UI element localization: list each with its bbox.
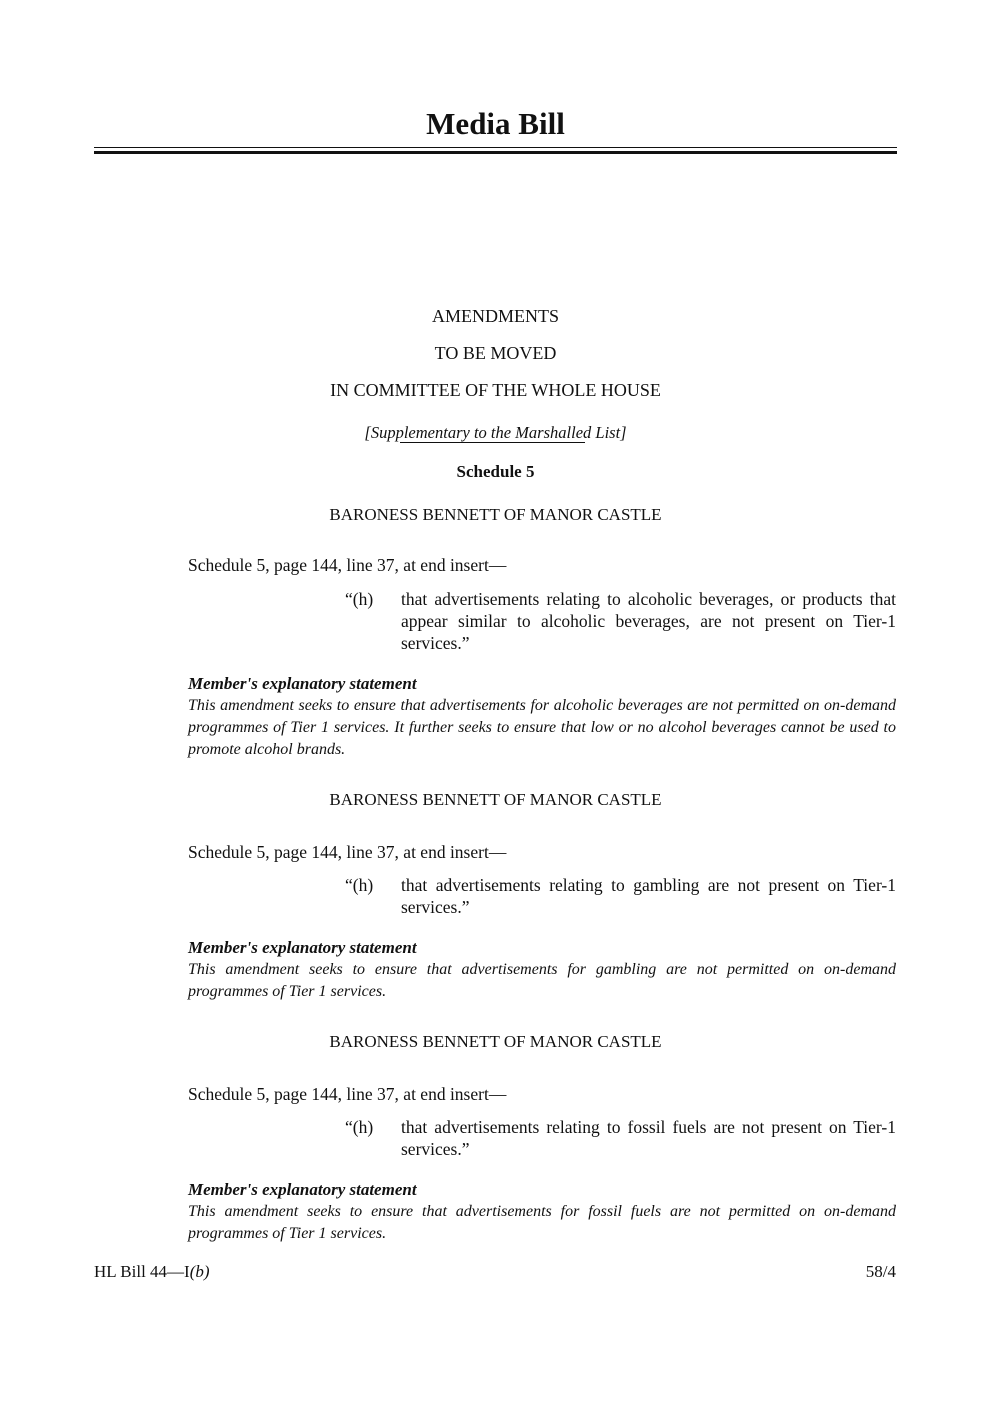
insert-body: that advertisements relating to gambling are not present on Tier-1 services.”	[401, 875, 896, 917]
title-rule-thin	[94, 147, 897, 148]
explanatory-statement	[188, 937, 896, 1003]
amendment-location: Schedule 5, page 144, line 37, at end insert—	[188, 555, 507, 575]
statement-body: This amendment seeks to ensure that advertisements for gambling are not permitted on on-demand programmes of Tier 1 services.	[188, 961, 896, 1000]
page-title: Media Bill	[426, 106, 565, 141]
statement-heading: Member's explanatory statement	[188, 938, 417, 957]
heading-amendments: AMENDMENTS	[431, 306, 559, 326]
explanatory-statement	[188, 673, 896, 761]
heading-to-be-moved: TO BE MOVED	[434, 343, 557, 363]
insert-number: “(h)	[345, 1117, 374, 1137]
supplementary-note: [Supplementary to the Marshalled List]	[364, 423, 627, 442]
amendment-location: Schedule 5, page 144, line 37, at end insert—	[188, 842, 507, 862]
bill-ref: HL Bill 44—I	[94, 1262, 190, 1281]
member-name: BARONESS BENNETT OF MANOR CASTLE	[329, 505, 662, 524]
page-reference: 58/4	[865, 1262, 896, 1281]
inserted-text	[345, 588, 896, 654]
statement-body: This amendment seeks to ensure that advertisements for alcoholic beverages are not permitted on on-demand programmes of Tier 1 services. It further seeks to ensure that low or no alcohol beverages cannot be used to promote alcohol brands.	[188, 697, 896, 758]
statement-heading: Member's explanatory statement	[188, 674, 417, 693]
amendment-location: Schedule 5, page 144, line 37, at end insert—	[188, 1084, 507, 1104]
insert-number: “(h)	[345, 589, 374, 609]
schedule-heading: Schedule 5	[456, 462, 535, 481]
underline-rule	[400, 442, 585, 443]
statement-body: This amendment seeks to ensure that advertisements for fossil fuels are not permitted on on-demand programmes of Tier 1 services.	[188, 1203, 896, 1242]
bill-reference	[94, 1262, 210, 1282]
member-name: BARONESS BENNETT OF MANOR CASTLE	[329, 1032, 662, 1051]
member-name: BARONESS BENNETT OF MANOR CASTLE	[329, 790, 662, 809]
inserted-text	[345, 1116, 896, 1160]
title-rule-thick	[94, 151, 897, 154]
insert-number: “(h)	[345, 875, 374, 895]
explanatory-statement	[188, 1179, 896, 1245]
inserted-text	[345, 874, 896, 918]
heading-committee: IN COMMITTEE OF THE WHOLE HOUSE	[330, 380, 661, 400]
insert-body: that advertisements relating to fossil fuels are not present on Tier-1 services.”	[401, 1117, 896, 1159]
insert-body: that advertisements relating to alcoholic beverages, or products that appear similar to alcoholic beverages, are not present on Tier-1 services.”	[401, 589, 896, 653]
bill-suffix: (b)	[189, 1262, 210, 1281]
statement-heading: Member's explanatory statement	[188, 1180, 417, 1199]
